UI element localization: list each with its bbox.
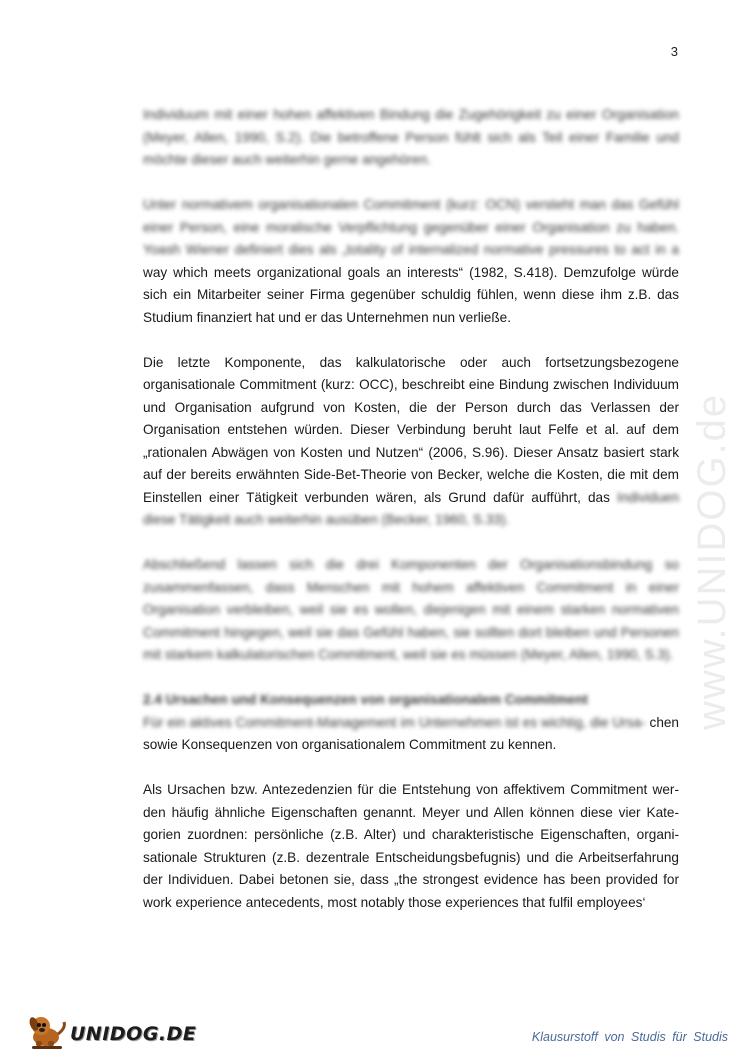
unidog-logo[interactable] xyxy=(26,1010,196,1050)
paragraph-5-visible: chen sowie Konsequenzen von organisationalem Commitment zu kennen. xyxy=(143,714,679,752)
paragraph-3 xyxy=(143,352,679,532)
paragraph-2 xyxy=(143,194,679,329)
paragraph-6: Als Ursachen bzw. Antezedenzien für die Entstehung von affektivem Commitment wer-den häufig ähnliche Eigenschaften genannt. Meyer und Allen können diese vier Kate-gorien zuordnen: persönliche (z.B. Alter) und charakteristische Eigenschaften, organi-sationale Strukturen (z.B. dezentrale Entscheidungsbefugnis) und die Arbeitserfahrung der Individuen. Dabei betonen sie, dass „the strongest evidence has been provided for work experience antecedents, most notably those experiences that fulfil employees‘ xyxy=(143,782,679,910)
paragraph-2-blurred: Unter normativem organisationalen Commitment (kurz: OCN) versteht man das Gefühl einer Person, eine moralische Verpflichtung gegenüber einer Organisation zu haben. Yoash Wiener definiert dies als „totality of internalized normative pressures to act in a xyxy=(143,197,679,257)
watermark: www.UNIDOG.de xyxy=(690,392,734,730)
paragraph-5-blurred: Für ein aktives Commitment-Management im Unternehmen ist es wichtig, die Ursa- xyxy=(143,714,646,730)
paragraph-2-visible: way which meets organizational goals an interests“ (1982, S.418). Demzufolge würde sich ein Mitarbeiter seiner Firma gegenüber schuldig fühlen, wenn diese ihm z.B. das Studium finanziert hat und er das Unternehmen nun verließe. xyxy=(143,264,679,325)
paragraph-4: Abschließend lassen sich die drei Komponenten der Organisationsbindung so zusammenfassen, dass Menschen mit hohem affektiven Commitment in einer Organisation verbleiben, weil sie es wollen, diejenigen mit einem starken normativen Commitment hingegen, weil sie das Gefühl haben, sie sollten dort bleiben und Personen mit starkem kalkulatorischen Commitment, weil sie es müssen (Meyer, Allen, 1990, S.3). xyxy=(143,557,679,662)
paragraph-3-visible: Die letzte Komponente, das kalkulatorische oder auch fortsetzungsbezogene organisationale Commitment (kurz: OCC), beschreibt eine Bindung zwischen Individuum und Organisation aufgrund von Kosten, die der Person durch das Verlassen der Organisation entstehen würden. Dieser Verbindung beruht laut Felfe et al. auf dem „rationalen Abwägen von Kosten und Nutzen“ (2006, S.96). Dieser Ansatz basiert stark auf der bereits erwähnten Side-Bet-Theorie von Becker, welche die Kosten, die mit dem Einstellen einer Tätigkeit verbunden wären, als Grund dafür aufführt, das xyxy=(143,354,679,505)
section-4-block xyxy=(143,689,679,757)
document-body xyxy=(143,104,679,937)
page-number: 3 xyxy=(670,44,678,59)
dog-mascot-icon xyxy=(26,1010,70,1050)
footer-tagline: Klausurstoff von Studis für Studis xyxy=(531,1030,728,1044)
section-heading: 2.4 Ursachen und Konsequenzen von organisationalem Commitment xyxy=(143,692,588,707)
paragraph-1: Individuum mit einer hohen affektiven Bindung die Zugehörigkeit zu einer Organisation (Meyer, Allen, 1990, S.2). Die betroffene Person fühlt sich als Teil einer Familie und möchte dieser auch weiterhin gerne angehören. xyxy=(143,107,679,167)
logo-text: UNIDOG.DE xyxy=(70,1023,197,1045)
paragraph-3-blurred: Individuen diese Tätigkeit auch weiterhin ausüben (Becker, 1960, S.33). xyxy=(143,489,680,527)
